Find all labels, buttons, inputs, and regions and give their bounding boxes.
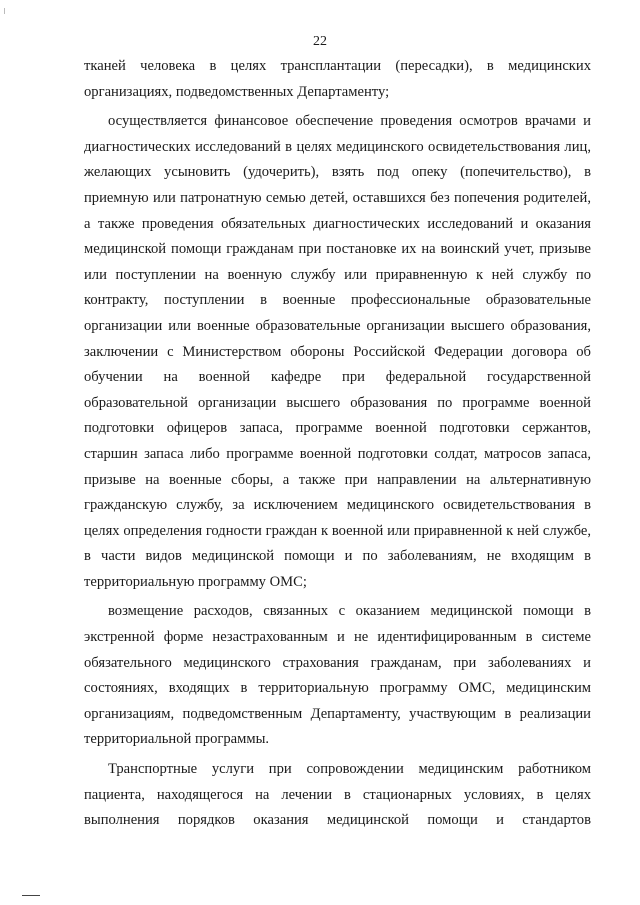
paragraph-medical-exams: осуществляется финансовое обеспечение проведения осмотров врачами и диагностических исследований в целях медицинского освидетельствования лиц, желающих усыновить (удочерить), взять под опеку (попечительство), в приемную или патронатную семью детей, оставшихся без попечения родителей, а также проведения обязательных диагностических исследований и оказания медицинской помощи гражданам при постановке их на воинский учет, призыве или поступлении на военную службу или приравненную к ней службу по контракту, поступлении в военные профессиональные образовательные организации или военные образовательные организации высшего образования, заключении с Министерством обороны Российской Федерации договора об обучении на военной кафедре при федеральной государственной образовательной организации высшего образования по программе военной подготовки офицеров запаса, программе военной подготовки сержантов, старшин запаса либо программе военной подготовки солдат, матросов запаса, призыве на военные сборы, а также при направлении на альтернативную гражданскую службу, за исключением медицинского освидетельствования в целях определения годности граждан к военной или приравненной к ней службе, в части видов медицинской помощи и по заболеваниям, не входящим в территориальную программу ОМС;: [84, 113, 591, 590]
document-body: [84, 54, 591, 834]
paragraph-emergency-reimbursement: возмещение расходов, связанных с оказанием медицинской помощи в экстренной форме незастрахованным и не идентифицированным в системе обязательного медицинского страхования гражданам, при заболеваниях и состояниях, входящих в территориальную программу ОМС, медицинским организациям, подведомственным Департаменту, участвующим в реализации территориальной программы.: [84, 603, 591, 748]
footer-rule: [22, 895, 40, 896]
scan-edge-mark: [4, 8, 5, 14]
paragraph-continuation: тканей человека в целях трансплантации (пересадки), в медицинских организациях, подведомственных Департаменту;: [84, 58, 591, 100]
page-number: 22: [313, 34, 327, 49]
paragraph-transport-services: Транспортные услуги при сопровождении медицинским работником пациента, находящегося на лечении в стационарных условиях, в целях выполнения порядков оказания медицинской помощи и стандартов: [84, 761, 591, 829]
